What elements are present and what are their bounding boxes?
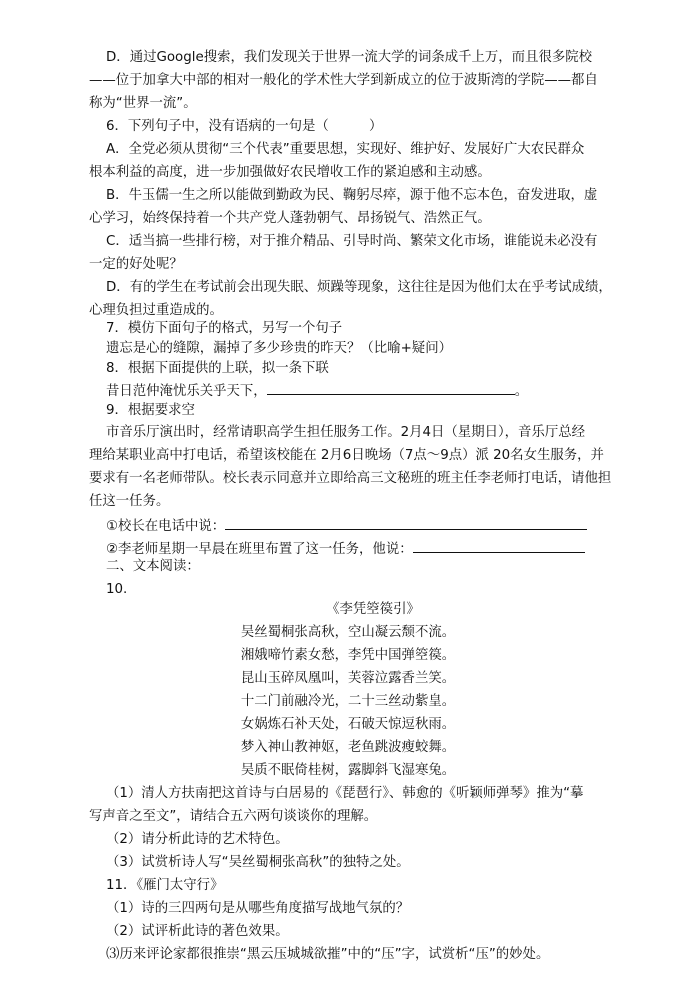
q9-item1-label: ①校长在电话中说： <box>106 519 226 534</box>
q7-example-sentence: 遗忘是心的缝隙，漏掉了多少珍贵的昨天？（比喻+疑问） <box>106 341 452 356</box>
q11-stem: 11．《雁门太守行》 <box>106 878 224 893</box>
poem-line-3: 昆山玉碎凤凰叫，芙蓉泣露香兰笑。 <box>240 671 456 686</box>
poem-title: 《李凭箜篌引》 <box>326 602 420 617</box>
q6-option-a-line1: A．全党必须从贯彻“三个代表”重要思想，实现好、维护好、发展好广大农民群众 <box>106 142 585 157</box>
q11-sub3: ⑶历来评论家都很推崇“黑云压城城欲摧”中的“压”字，试赏析“压”的妙处。 <box>106 947 550 962</box>
poem-line-5: 女娲炼石补天处，石破天惊逗秋雨。 <box>240 717 456 732</box>
q8-stem: 8．根据下面提供的上联，拟一条下联 <box>106 361 329 376</box>
q8-couplet-line <box>106 381 528 401</box>
q9-item1-line <box>106 516 587 536</box>
q9-passage-line2: 理给某职业高中打电话，希望该校能在 2月6日晚场（7点～9点）派 20名女生服务，并 <box>89 448 604 463</box>
q6-option-b-line1: B．牛玉儒一生之所以能做到勤政为民、鞠躬尽瘁，源于他不忘本色，奋发进取，虚 <box>106 188 598 203</box>
q6-option-c-line1: C．适当搞一些排行榜，对于推介精品、引导时尚、繁荣文化市场，谁能说未必没有 <box>106 234 598 249</box>
q6-stem: 6．下列句子中，没有语病的一句是（ ） <box>106 119 383 134</box>
q9-passage-line1: 市音乐厅演出时，经常请职高学生担任服务工作。2月4日（星期日），音乐厅总经 <box>106 425 586 440</box>
q6-option-d-line1: D．有的学生在考试前会出现失眠、烦躁等现象，这往往是因为他们太在乎考试成绩， <box>106 280 612 295</box>
q9-passage-line3: 要求有一名老师带队。校长表示同意并立即给高三文秘班的班主任李老师打电话，请他担 <box>89 471 612 486</box>
poem-line-1: 吴丝蜀桐张高秋，空山凝云颓不流。 <box>240 625 456 640</box>
q10-sub1-line1: （1）清人方扶南把这首诗与白居易的《琵琶行》、韩愈的《听颖师弹琴》推为“摹 <box>106 786 584 801</box>
poem-line-7: 吴质不眠倚桂树，露脚斜飞湿寒兔。 <box>240 763 456 778</box>
q10-sub2: （2）请分析此诗的艺术特色。 <box>106 832 289 847</box>
q5-option-d-line1: D．通过Google搜索，我们发现关于世界一流大学的词条成千上万，而且很多院校 <box>106 50 593 65</box>
q9-item2-line <box>106 539 585 559</box>
q9-item1-blank[interactable] <box>225 516 587 530</box>
q5-option-d-line2: ——位于加拿大中部的相对一般化的学术性大学到新成立的位于波斯湾的学院——都自 <box>89 73 598 88</box>
q9-item2-label: ②李老师星期一早晨在班里布置了这一任务，他说： <box>106 542 413 557</box>
q5-option-d-line3: 称为“世界一流”。 <box>89 96 197 111</box>
q10-sub1-line2: 写声音之至文”，请结合五六两句谈谈你的理解。 <box>89 809 378 824</box>
q11-sub2: （2）试评析此诗的著色效果。 <box>106 924 289 939</box>
q9-item2-blank[interactable] <box>413 539 585 553</box>
q6-option-d-line2: 心理负担过重造成的。 <box>89 303 223 318</box>
q7-stem: 7．模仿下面句子的格式，另写一个句子 <box>106 321 343 336</box>
q9-passage-line4: 任这一任务。 <box>89 494 170 509</box>
poem-line-4: 十二门前融冷光，二十三丝动紫皇。 <box>240 694 456 709</box>
q10-sub3: （3）试赏析诗人写“吴丝蜀桐张高秋”的独特之处。 <box>106 855 410 870</box>
q6-option-a-line2: 根本利益的高度，进一步加强做好农民增收工作的紧迫感和主动感。 <box>89 165 491 180</box>
q6-option-b-line2: 心学习，始终保持着一个共产党人蓬勃朝气、昂扬锐气、浩然正气。 <box>89 211 491 226</box>
q9-stem: 9．根据要求空 <box>106 403 195 418</box>
section-title: 二、文本阅读： <box>106 559 200 574</box>
q8-answer-blank[interactable] <box>267 381 515 395</box>
q8-upper-couplet: 昔日范仲淹忧乐关乎天下， <box>106 384 267 399</box>
poem-line-2: 湘娥啼竹素女愁，李凭中国弹箜篌。 <box>240 648 456 663</box>
q10-number: 10. <box>106 582 128 597</box>
q6-option-c-line2: 一定的好处呢？ <box>89 257 183 272</box>
q11-sub1: （1）诗的三四两句是从哪些角度描写战地气氛的？ <box>106 901 410 916</box>
q8-period: 。 <box>514 384 529 399</box>
poem-line-6: 梦入神山教神妪，老鱼跳波瘦蛟舞。 <box>240 740 456 755</box>
